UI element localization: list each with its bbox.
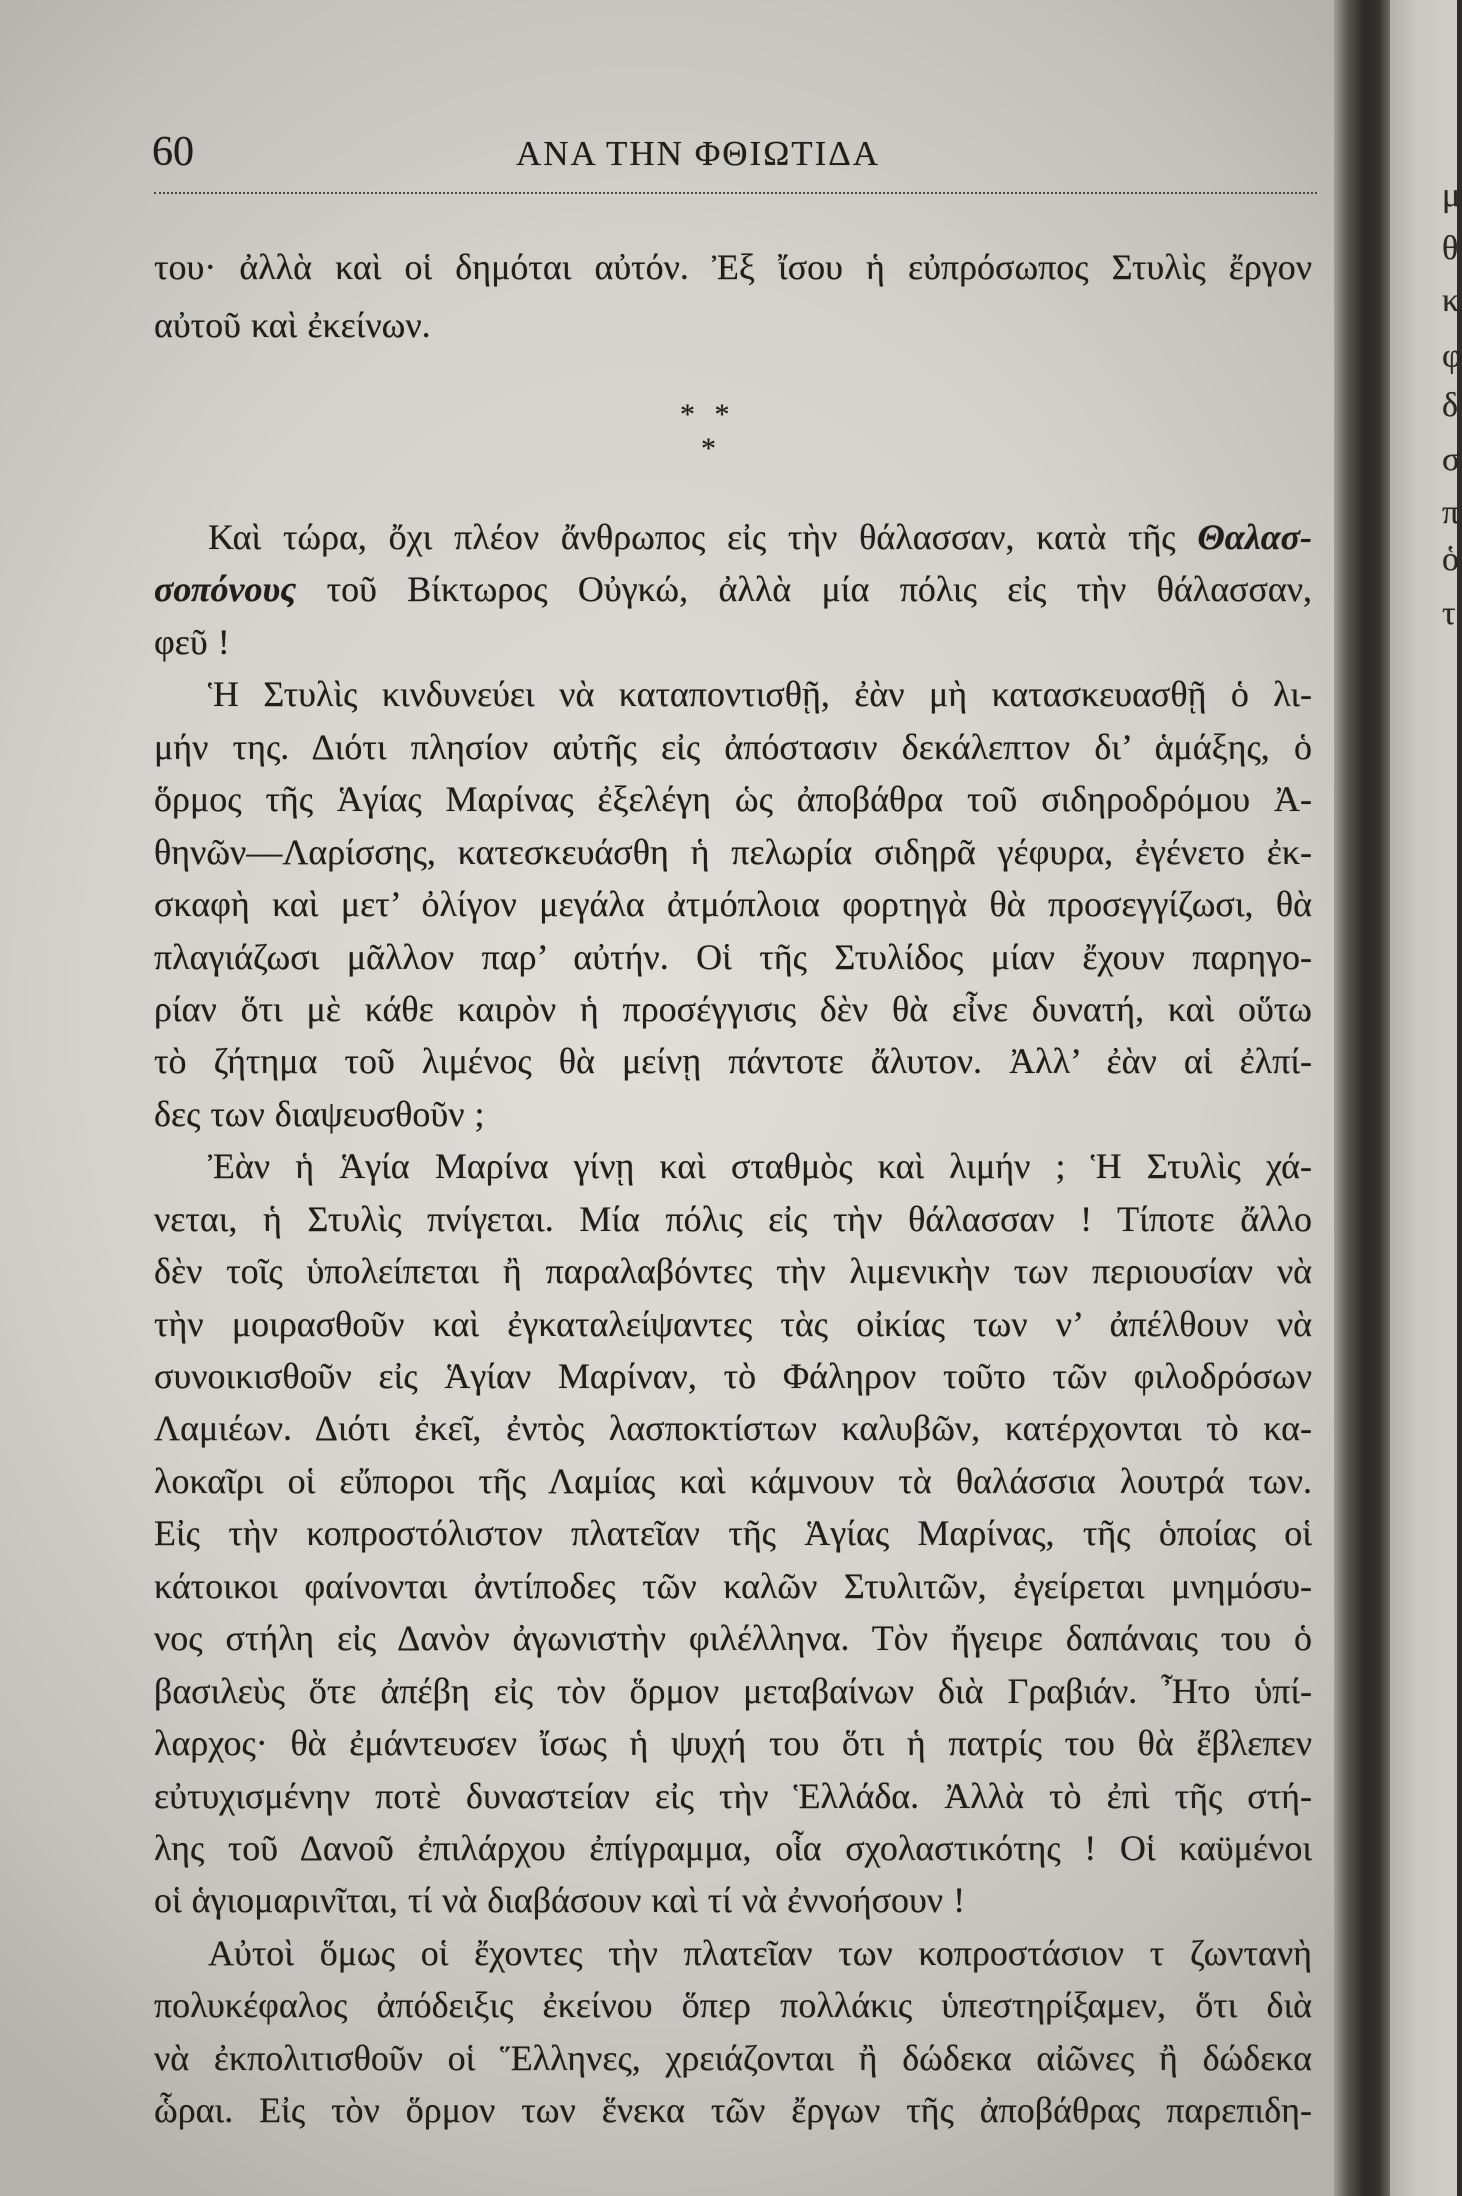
text-line: οἱ ἁγιομαρινῖται, τί νὰ διαβάσουν καὶ τί νὰ ἐννοήσουν ! [154,1880,966,1921]
italic-title-span: Θαλασ- [1197,517,1313,557]
facing-page-edge [1390,0,1462,2196]
asterism-upper: * * [680,398,736,431]
text-line: δὲν τοῖς ὑπολείπεται ἢ παραλαβόντες τὴν λιμενικὴν των περιουσίαν νὰ [154,1251,1312,1292]
text-line [154,563,1312,615]
text-line: λαρχος· θὰ ἐμάντευσεν ἴσως ἡ ψυχή του ὅτι ἡ πατρίς του θὰ ἔβλεπεν [154,1723,1312,1764]
text-line: συνοικισθοῦν εἰς Ἁγίαν Μαρίναν, τὸ Φάληρον τοῦτο τῶν φιλοδρόσων [154,1356,1312,1396]
running-title: ΑΝΑ ΤΗΝ ΦΘΙΩΤΙΔΑ [516,134,881,173]
facing-page-fragment: μ [1442,177,1461,214]
text-block-main [154,511,1312,2137]
text-line: βασιλεὺς ὅτε ἀπέβη εἰς τὸν ὅρμον μεταβαίνων διὰ Γραβιάν. Ἦτο ὑπί- [154,1670,1312,1711]
facing-page-fragment: φ [1442,338,1462,375]
text-line: μήν της. Διότι πλησίον αὐτῆς εἰς ἀπόστασιν δεκάλεπτον δι’ ἁμάξης, ὁ [154,726,1312,767]
text-line: νεται, ἡ Στυλὶς πνίγεται. Μία πόλις εἰς τὴν θάλασσαν ! Τίποτε ἄλλο [154,1198,1312,1239]
text-line: εὐτυχισμένην ποτὲ δυναστείαν εἰς τὴν Ἑλλάδα. Ἀλλὰ τὸ ἐπὶ τῆς στή- [154,1775,1312,1816]
italic-title-span: σοπόνους [154,569,297,610]
text-line: πολυκέφαλος ἀπόδειξις ἐκείνου ὅπερ πολλάκις ὑπεστηρίξαμεν, ὅτι διὰ [154,1985,1312,2026]
text-line: ὅρμος τῆς Ἁγίας Μαρίνας ἐξελέγη ὡς ἀποβάθρα τοῦ σιδηροδρόμου Ἀ- [154,779,1312,820]
text-line: αὐτοῦ καὶ ἐκείνων. [154,305,431,345]
facing-page-fragment: δ [1442,387,1459,424]
text-line: Ἡ Στυλὶς κινδυνεύει νὰ καταποντισθῇ, ἐὰν μὴ κατασκευασθῇ ὁ λι- [208,674,1312,715]
text-line: πλαγιάζωσι μᾶλλον παρ’ αὐτήν. Οἱ τῆς Στυλίδος μίαν ἔχουν παρηγο- [154,936,1312,977]
facing-page-fragment: θ [1442,230,1459,267]
facing-page-fragment: σ [1442,441,1461,478]
text-line: ρίαν ὅτι μὲ κάθε καιρὸν ἡ προσέγγισις δὲν θὰ εἶνε δυνατή, καὶ οὕτω [154,988,1312,1029]
facing-page-fragment: κ [1442,282,1460,319]
text-line: τὸ ζήτημα τοῦ λιμένος θὰ μείνῃ πάντοτε ἄλυτον. Ἀλλ’ ἐὰν αἱ ἐλπί- [154,1041,1312,1082]
asterism-lower: * [701,432,716,465]
text-line: νος στήλη εἰς Δανὸν ἀγωνιστὴν φιλέλληνα. Τὸν ἤγειρε δαπάναις του ὁ [154,1618,1312,1659]
text-line: θηνῶν—Λαρίσσης, κατεσκευάσθη ἡ πελωρία σιδηρᾶ γέφυρα, ἐγένετο ἐκ- [154,831,1312,872]
text-line: σκαφὴ καὶ μετ’ ὀλίγον μεγάλα ἀτμόπλοια φορτηγὰ θὰ προσεγγίζωσι, θὰ [154,884,1312,925]
text-block-opening [154,238,1312,354]
text-line: λοκαῖρι οἱ εὔποροι τῆς Λαμίας καὶ κάμνουν τὰ θαλάσσια λουτρά των. [154,1460,1312,1501]
book-gutter [1334,0,1390,2196]
text-line: λης τοῦ Δανοῦ ἐπιλάρχου ἐπίγραμμα, οἷα σχολαστικότης ! Οἱ καϋμένοι [154,1827,1312,1868]
text-line: Εἰς τὴν κοπροστόλιστον πλατεῖαν τῆς Ἁγίας Μαρίνας, τῆς ὁποίας οἱ [154,1513,1312,1554]
page-number: 60 [152,129,194,175]
text-line: του· ἀλλὰ καὶ οἱ δημόται αὐτόν. Ἐξ ἴσου ἡ εὐπρόσωπος Στυλὶς ἔργον [154,247,1312,287]
text-line: φεῦ ! [154,621,230,662]
text-line: δες των διαψευσθοῦν ; [154,1093,485,1134]
facing-page-fragment: π [1442,494,1460,531]
facing-page-fragment: τ [1442,595,1456,632]
text-line: Λαμιέων. Διότι ἐκεῖ, ἐντὸς λασποκτίστων καλυβῶν, κατέρχονται τὸ κα- [154,1408,1312,1449]
text-line: τὴν μοιρασθοῦν καὶ ἐγκαταλείψαντες τὰς οἰκίας των ν’ ἀπέλθουν νὰ [154,1303,1312,1344]
text-line: νὰ ἐκπολιτισθοῦν οἱ Ἕλληνες, χρειάζονται ἢ δώδεκα αἰῶνες ἢ δώδεκα [154,2037,1312,2078]
header-rule [154,192,1317,194]
text-span: Καὶ τώρα, ὄχι πλέον ἄνθρωπος εἰς τὴν θάλασσαν, κατὰ τῆς [208,517,1176,557]
text-line: ὧραι. Εἰς τὸν ὅρμον των ἕνεκα τῶν ἔργων τῆς ἀποβάθρας παρεπιδη- [154,2090,1312,2131]
text-line: Αὐτοὶ ὅμως οἱ ἔχοντες τὴν πλατεῖαν των κοπροστάσιον τ ζωντανὴ [208,1932,1312,1973]
facing-page-fragment: ὁ [1442,541,1459,578]
text-line [154,511,1312,563]
text-line: Ἐὰν ἡ Ἁγία Μαρίνα γίνῃ καὶ σταθμὸς καὶ λιμήν ; Ἡ Στυλὶς χά- [208,1146,1312,1187]
text-span: τοῦ Βίκτωρος Οὐγκώ, ἀλλὰ μία πόλις εἰς τὴν θάλασσαν, [326,569,1313,610]
text-line: κάτοικοι φαίνονται ἀντίποδες τῶν καλῶν Στυλιτῶν, ἐγείρεται μνημόσυ- [154,1565,1312,1606]
